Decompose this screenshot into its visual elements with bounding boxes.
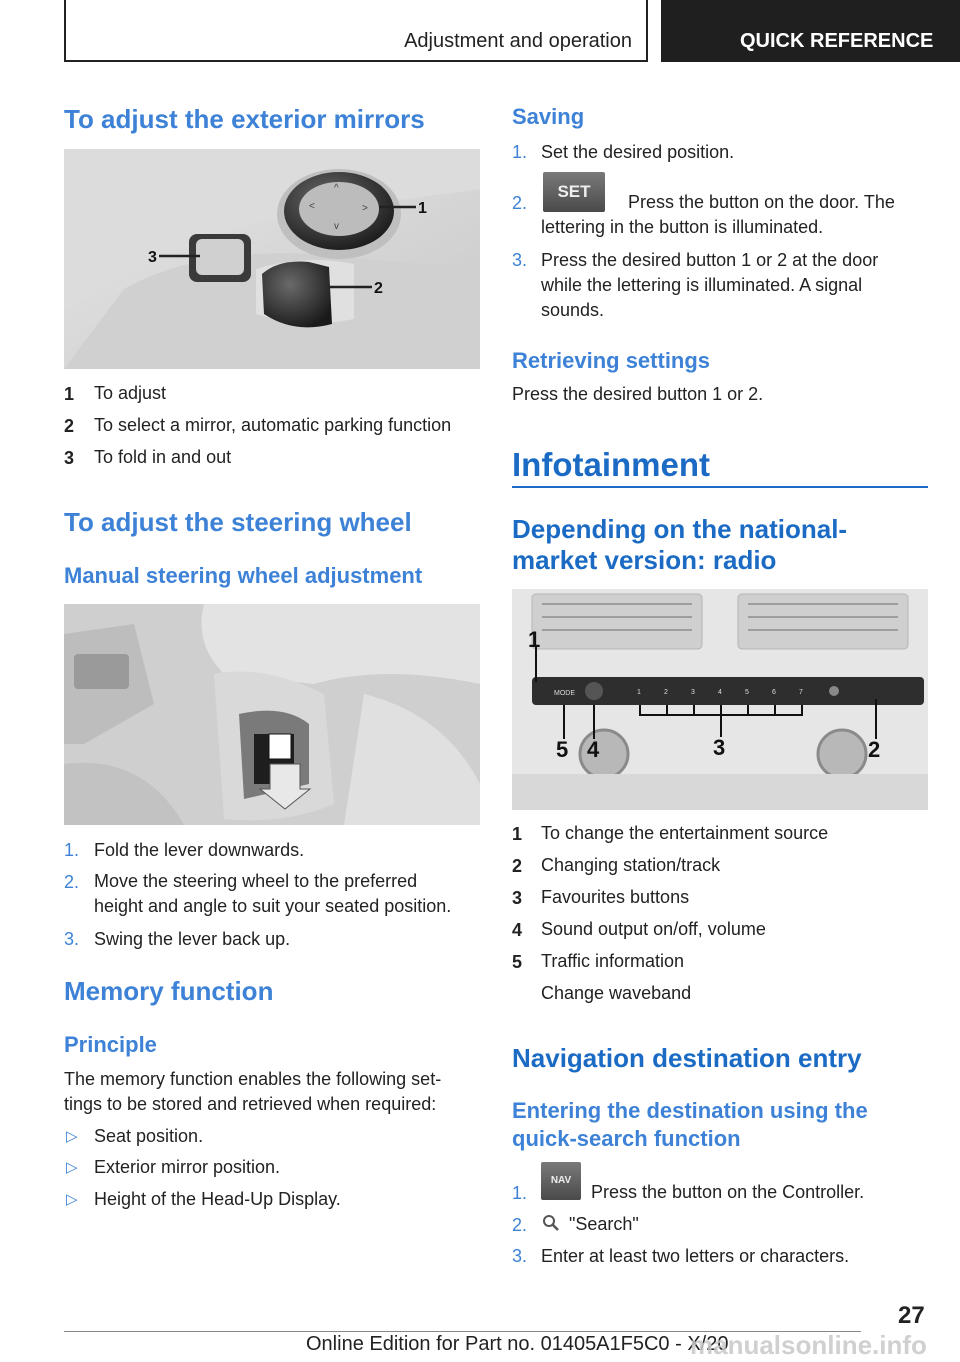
radio-item-num: 2 — [512, 856, 523, 876]
infotainment-rule — [512, 486, 928, 488]
quick-search-title: Entering the destination using the — [512, 1098, 868, 1123]
step-text: Swing the lever back up. — [94, 929, 291, 949]
radio-title: Depending on the national- — [512, 514, 848, 544]
radio-item-extra: Change waveband — [541, 983, 692, 1003]
step-num: 2. — [64, 872, 80, 892]
set-button-icon: SET — [543, 172, 605, 212]
principle-text: tings to be stored and retrieved when required: — [64, 1094, 437, 1114]
saving-step-text: while the lettering is illuminated. A signal — [541, 275, 863, 295]
bullet-marker: ▷ — [66, 1191, 78, 1208]
footer-edition: Online Edition for Part no. 01405A1F5C0 - X/20 — [306, 1333, 729, 1355]
mirror-item-text: To fold in and out — [94, 447, 232, 467]
bullet-text: Exterior mirror position. — [94, 1157, 281, 1177]
mirror-callout: 3 — [148, 249, 157, 266]
radio-item-num: 3 — [512, 888, 523, 908]
quick-search-title: quick-search function — [512, 1126, 741, 1151]
saving-step-text: sounds. — [541, 300, 605, 320]
nav-title: Navigation destination entry — [512, 1043, 862, 1073]
radio-item-num: 1 — [512, 824, 523, 844]
radio-title: market version: radio — [512, 545, 777, 575]
watermark: manualsonline.info — [690, 1330, 927, 1360]
radio-item-text: Favourites buttons — [541, 887, 690, 907]
step-num: 3. — [64, 929, 80, 949]
saving-step-text: lettering in the button is illuminated. — [541, 217, 824, 237]
radio-item-text: Changing station/track — [541, 855, 721, 875]
step-text: height and angle to suit your seated position. — [94, 896, 452, 916]
nav-step-num: 2. — [512, 1215, 528, 1235]
mirror-item-num: 1 — [64, 384, 75, 404]
mirror-callout: 2 — [374, 280, 383, 297]
step-num: 1. — [64, 840, 80, 860]
saving-step-text: Set the desired position. — [541, 142, 735, 162]
svg-text:5: 5 — [745, 689, 749, 696]
mirror-item-text: To adjust — [94, 383, 167, 403]
retrieving-title: Retrieving settings — [512, 348, 711, 373]
mirror-item-num: 3 — [64, 448, 75, 468]
svg-text:^: ^ — [334, 183, 339, 194]
steering-title: To adjust the steering wheel — [64, 507, 412, 537]
saving-step-num: 2. — [512, 193, 528, 213]
retrieving-text: Press the desired button 1 or 2. — [512, 384, 764, 404]
radio-item-text: To change the entertainment source — [541, 823, 829, 843]
saving-step-text: Press the button on the door. The — [628, 192, 895, 212]
radio-item-num: 5 — [512, 952, 523, 972]
step-text: Move the steering wheel to the preferred — [94, 871, 418, 891]
search-icon — [541, 1213, 561, 1233]
radio-item-num: 4 — [512, 920, 523, 940]
svg-text:3: 3 — [691, 689, 695, 696]
svg-text:4: 4 — [718, 689, 722, 696]
radio-callout: 4 — [587, 737, 600, 762]
nav-step-text: "Search" — [569, 1214, 639, 1234]
radio-callout: 3 — [713, 735, 726, 760]
header-tab[interactable] — [661, 0, 960, 62]
principle-text: The memory function enables the following set- — [64, 1069, 442, 1089]
header-section-box — [64, 0, 648, 62]
nav-step-text: Press the button on the Controller. — [591, 1182, 865, 1202]
bullet-text: Seat position. — [94, 1126, 204, 1146]
memory-title: Memory function — [64, 976, 274, 1006]
step-text: Fold the lever downwards. — [94, 840, 305, 860]
svg-text:>: > — [362, 203, 368, 214]
svg-text:2: 2 — [664, 689, 668, 696]
svg-text:6: 6 — [772, 689, 776, 696]
radio-item-text: Traffic information — [541, 951, 685, 971]
saving-step-text: Press the desired button 1 or 2 at the door — [541, 250, 879, 270]
radio-callout: 2 — [868, 737, 881, 762]
mirror-control-image — [64, 149, 480, 369]
nav-step-num: 3. — [512, 1246, 528, 1266]
mirrors-title: To adjust the exterior mirrors — [64, 104, 425, 134]
page-number: 27 — [898, 1302, 925, 1329]
radio-panel-image — [512, 589, 928, 810]
svg-text:v: v — [334, 221, 339, 232]
infotainment-title: Infotainment — [512, 446, 710, 483]
mirror-item-num: 2 — [64, 416, 75, 436]
mirror-callout: 1 — [418, 200, 427, 217]
mirror-item-text: To select a mirror, automatic parking function — [94, 415, 452, 435]
radio-callout: 5 — [556, 737, 569, 762]
svg-text:7: 7 — [799, 689, 803, 696]
saving-title: Saving — [512, 104, 585, 129]
header-tab-label: QUICK REFERENCE — [740, 30, 934, 52]
radio-callout: 1 — [528, 627, 541, 652]
principle-title: Principle — [64, 1032, 157, 1057]
bullet-text: Height of the Head-Up Display. — [94, 1189, 341, 1209]
svg-text:<: < — [309, 201, 315, 212]
header-section-title: Adjustment and operation — [404, 30, 632, 52]
nav-step-num: 1. — [512, 1183, 528, 1203]
saving-step-num: 1. — [512, 142, 528, 162]
steering-lever-image — [64, 604, 480, 825]
bullet-marker: ▷ — [66, 1128, 78, 1145]
manual-steering-title: Manual steering wheel adjustment — [64, 563, 423, 588]
nav-step-text: Enter at least two letters or characters. — [541, 1246, 850, 1266]
radio-mode-label: MODE — [554, 690, 575, 697]
nav-button-icon: NAV — [541, 1162, 581, 1200]
radio-item-text: Sound output on/off, volume — [541, 919, 766, 939]
saving-step-num: 3. — [512, 250, 528, 270]
svg-text:1: 1 — [637, 689, 641, 696]
bullet-marker: ▷ — [66, 1159, 78, 1176]
